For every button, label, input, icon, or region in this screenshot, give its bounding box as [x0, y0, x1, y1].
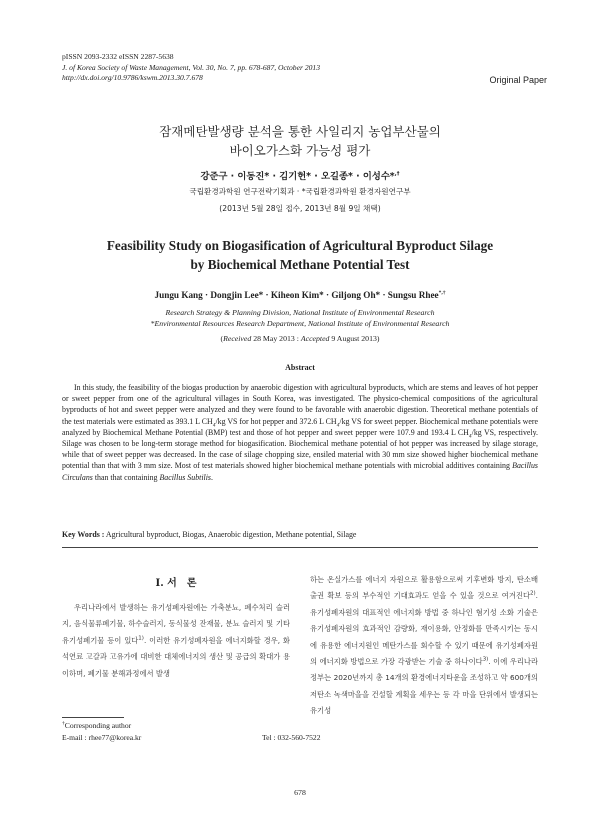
- korean-authors-mark: ,†: [394, 170, 400, 177]
- english-affiliations: [50, 307, 550, 329]
- accepted-date: 9 August 2013: [331, 334, 377, 343]
- contact-info: [62, 733, 321, 742]
- accepted-label: Accepted: [300, 334, 330, 343]
- body-left-column: 우리나라에서 발생하는 유기성폐자원에는 가축분뇨, 폐수처리 슬러지, 음식물류폐기물, 하수슬러지, 동식물성 잔재물, 분뇨 슬러지 및 기타 유기성폐기물 등이 있다$^{1)}$. 이러한 유기성폐자원을 에너지화할 경우, 화석연료 고갈과 고유가에 대비한 대체에너지의 생산 및 공급의 확대가 용이하며, 폐기물 분해과정에서 발생: [62, 603, 290, 678]
- corresponding-author-note: †Corresponding author: [62, 720, 132, 730]
- keywords: [62, 530, 356, 539]
- english-title-line1: Feasibility Study on Biogasification of Agricultural Byproduct Silage: [106, 238, 494, 253]
- telephone-number: Tel : 032-560-7522: [262, 733, 321, 742]
- korean-affiliation: 국립환경과학원 연구전략기획과 · *국립환경과학원 환경자원연구부: [189, 187, 411, 196]
- korean-authors: [50, 168, 550, 182]
- paper-type-label: Original Paper: [489, 75, 547, 85]
- english-authors-names: Jungu Kang · Dongjin Lee* · Kiheon Kim* · Giljong Oh* · Sungsu Rhee: [154, 290, 439, 300]
- received-label: Received: [223, 334, 252, 343]
- received-date: 28 May 2013: [253, 334, 295, 343]
- journal-citation: J. of Korea Society of Waste Management, Vol. 30, No. 7, pp. 678-687, October 2013: [62, 62, 321, 72]
- english-title: [50, 236, 550, 274]
- species-bacillus-subtilis: Bacillus Subtilis: [159, 472, 211, 482]
- citation-ref: 1): [138, 635, 144, 642]
- body-right-column: 하는 온실가스를 에너지 자원으로 활용함으로써 기후변화 방지, 탄소배출권 확보 등의 부수적인 기대효과도 얻을 수 있을 것으로 여겨진다$^{2)}$. 유기성폐자원의 대표적인 에너지화 방법 중 하나인 혐기성 소화 기술은 유기성폐자원의 효과적인 감량화, 재이용화, 안정화를 만족시키는 동시에 유용한 에너지원인 메탄가스를 회수할 수 있기 때문에 유기성폐자원의 에너지화 방법으로 가장 각광받는 기술 중 하나이다$^{3)}$. 이에 우리나라 정부는 2020년까지 총 14개의 환경에너지타운을 조성하고 약 600개의 저탄소 녹색마을을 건설할 계획을 세우는 등 각 마을 단위에서 발생되는 유기성: [310, 575, 538, 716]
- abstract-text: In this study, the feasibility of the biogas production by anaerobic digestion with agricultural byproducts, which are stems and leaves of hot pepper or sweet pepper from one of the agricultural villages in South Korea, was investigated. The physico-chemical compositions of the agricultural byproducts of hot and sweet pepper were analyzed and they were found to be favorable with anaerobic digestion. Theoretical methane potentials of the test materials were estimated as 393.1 L $CH_4/kg$ VS for hot pepper and 372.6 L $CH_4/kg$ VS for sweet pepper. Biochemical methane potentials were analyzed by Biochemical Methane Potential (BMP) test and those of hot pepper and sweet pepper were 107.9 and 193.4 L $CH_4/kg$ VS, respectively. Silage was chosen to be long-term storage method for biogasification. Biochemical methane potential of hot pepper was increased by silage storage, while that of sweet pepper was decreased. In the case of silage chopping size, ensiled material with 30 mm size showed higher biochemical methane potential than that with 3 mm size. Most of test materials showed higher biochemical methane potentials with microbial additives containing Bacillus Circulans than that containing Bacillus Subtilis.: [62, 383, 539, 482]
- doi-link[interactable]: http://dx.doi.org/10.9786/kswm.2013.30.7.678: [62, 73, 203, 83]
- english-authors: [50, 290, 550, 300]
- english-authors-mark: *,†: [438, 289, 446, 296]
- species-bacillus-circulans: Bacillus Circulans: [62, 461, 538, 482]
- english-affiliation-1: Research Strategy & Planning Division, National Institute of Environmental Research: [165, 308, 435, 317]
- page-number: 678: [294, 788, 306, 797]
- footnote-rule: [62, 717, 124, 718]
- dagger-mark: †: [62, 720, 65, 727]
- keywords-list: Agricultural byproduct, Biogas, Anaerobic digestion, Methane potential, Silage: [104, 530, 357, 539]
- citation-ref: 3): [482, 656, 489, 663]
- korean-dates: (2013년 5월 28일 접수, 2013년 8월 9일 채택): [219, 204, 381, 213]
- abstract-heading: Abstract: [285, 363, 315, 372]
- english-title-line2: by Biochemical Methane Potential Test: [190, 257, 410, 272]
- korean-title-line2: 바이오가스화 가능성 평가: [229, 143, 371, 158]
- section-divider: [62, 547, 538, 548]
- korean-authors-names: 강준구 · 이동진* · 김기헌* · 오길종* · 이성수*: [200, 171, 395, 182]
- keywords-label: Key Words :: [62, 530, 105, 539]
- email-address[interactable]: E-mail : rhee77@korea.kr: [62, 733, 142, 742]
- korean-title: [50, 122, 550, 160]
- issn-line: pISSN 2093-2332 eISSN 2287-5638: [62, 52, 174, 61]
- korean-title-line1: 잠재메탄발생량 분석을 통한 사일리지 농업부산물의: [159, 124, 441, 139]
- journal-header: [62, 52, 320, 84]
- citation-ref: 2): [530, 590, 536, 597]
- section-heading-introduction: I. 서 론: [155, 578, 197, 589]
- english-dates: (Received 28 May 2013 : Accepted 9 August 2013): [220, 334, 380, 343]
- english-affiliation-2: *Environmental Resources Research Department, National Institute of Environmental Research: [150, 319, 450, 328]
